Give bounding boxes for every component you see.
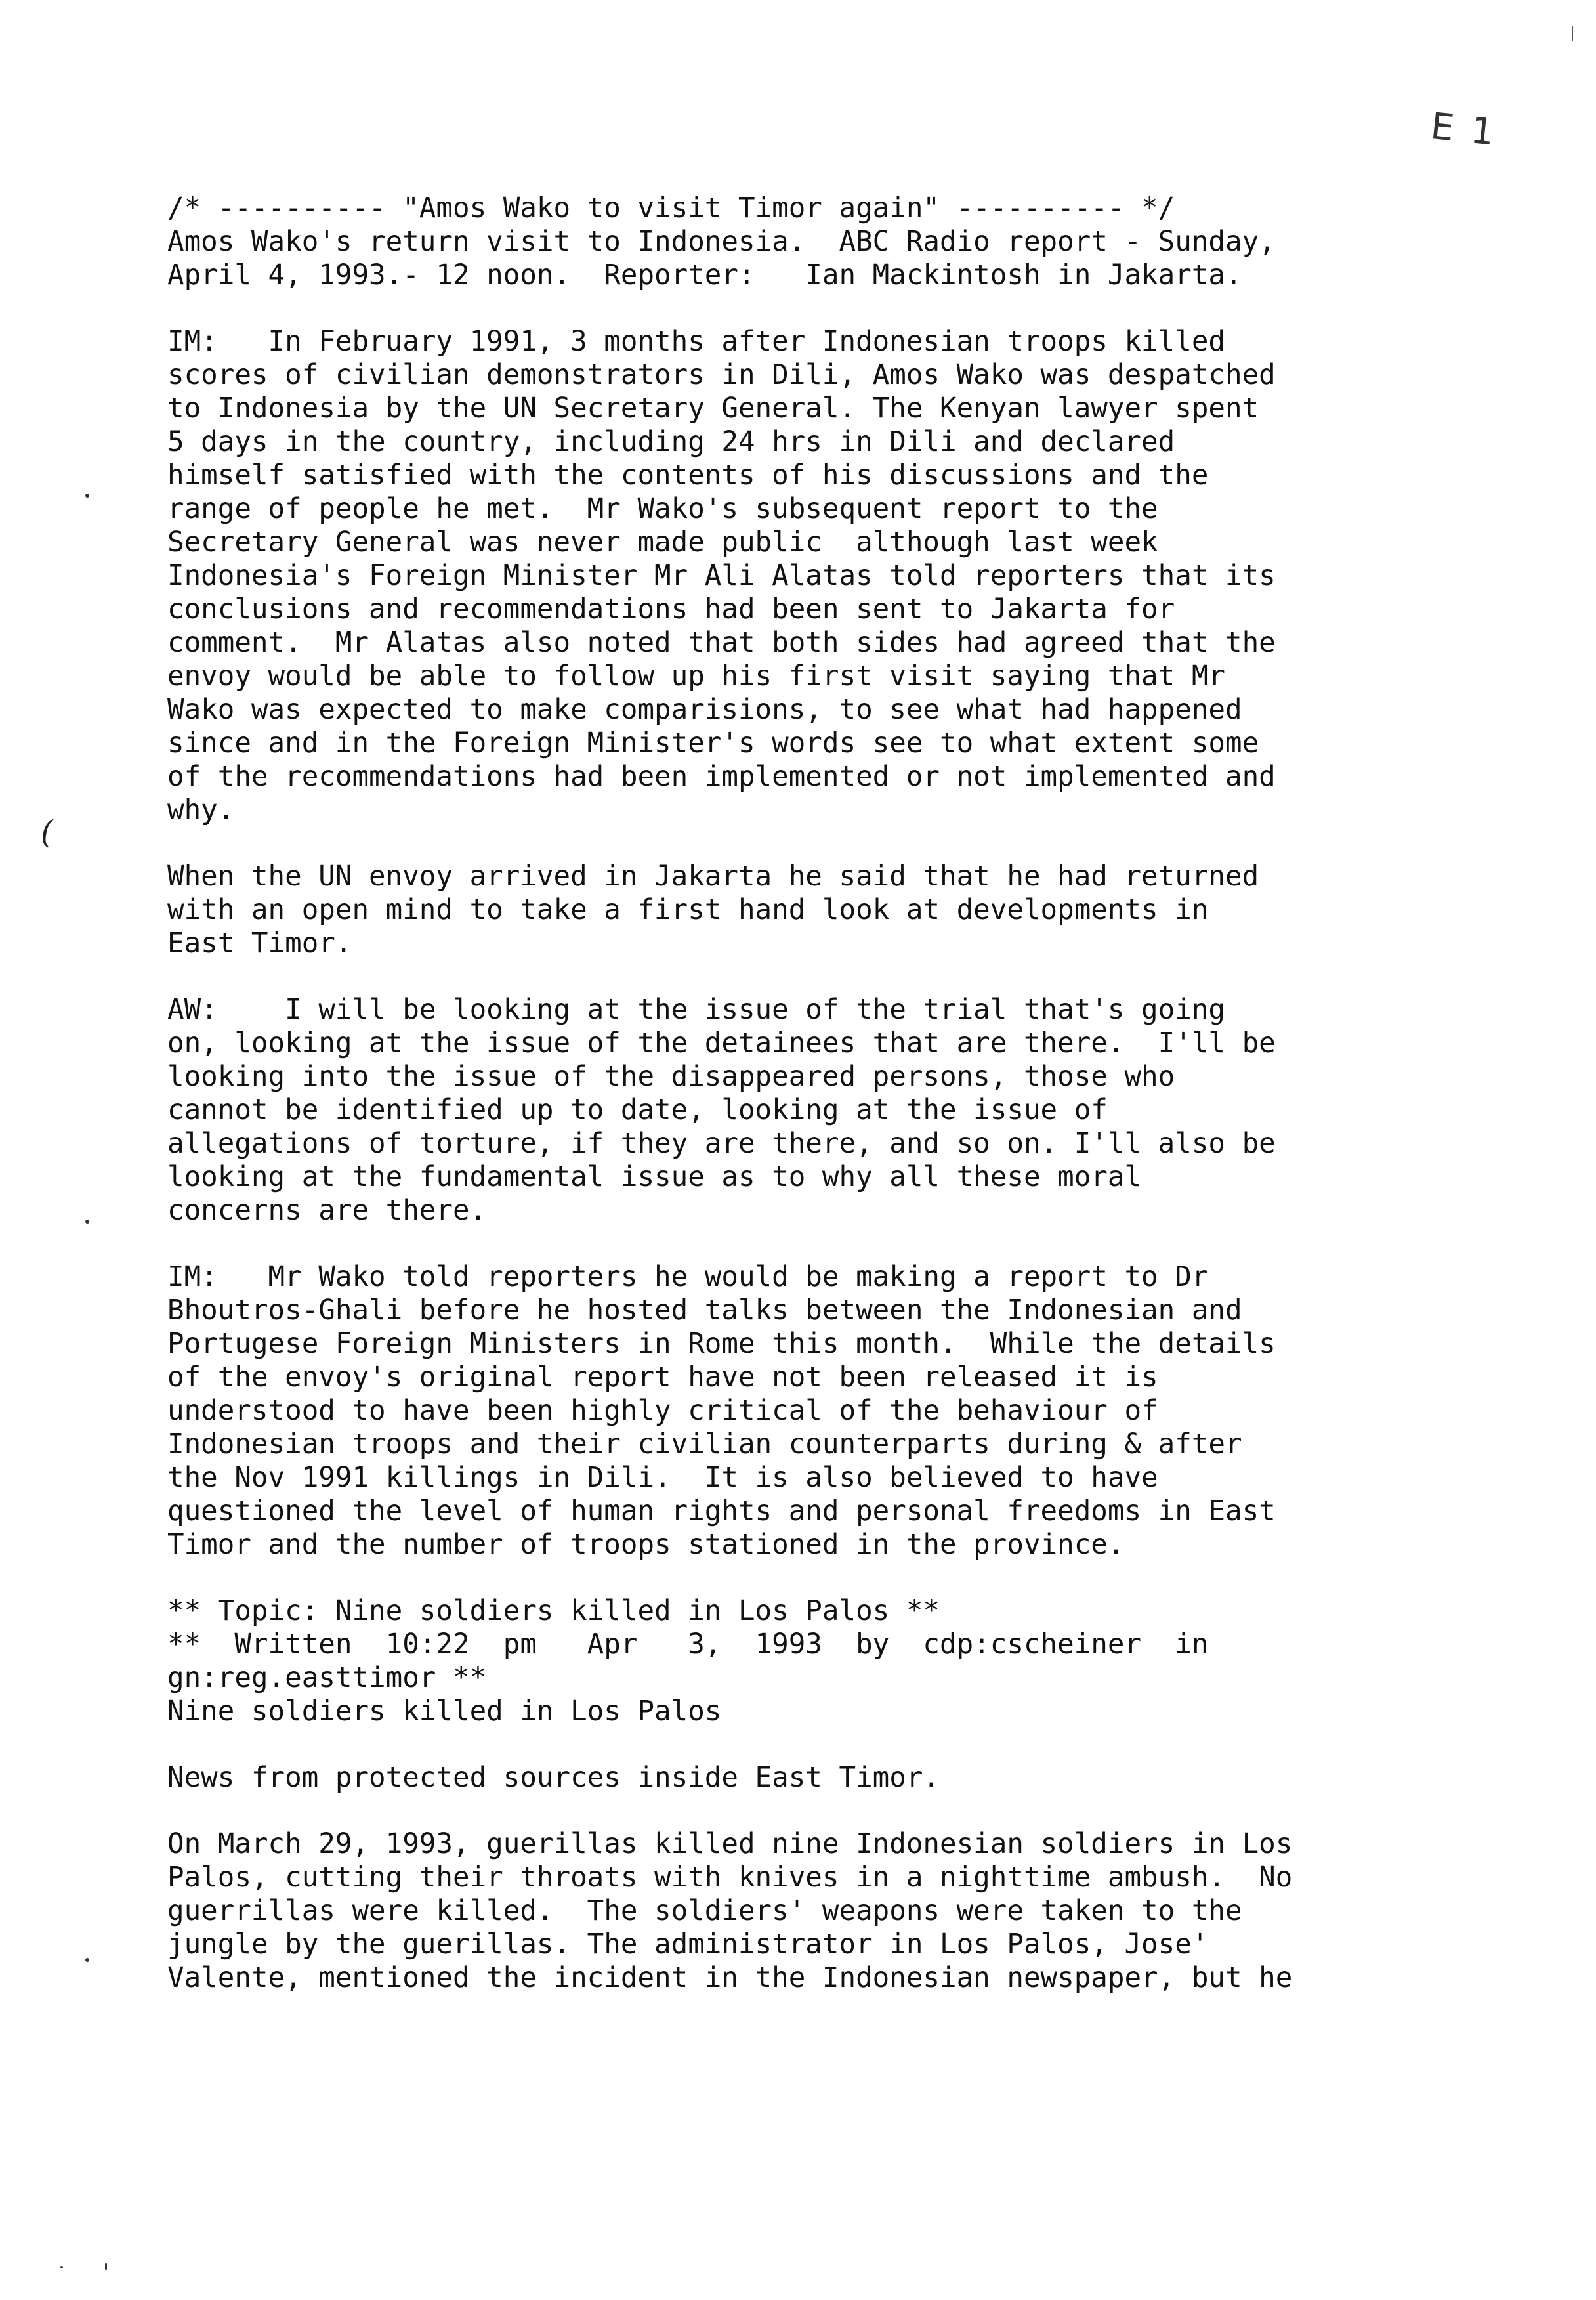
margin-dot: [85, 494, 89, 498]
margin-dot: [60, 2266, 63, 2268]
margin-dot: [85, 1958, 89, 1962]
paragraph-los-palos: On March 29, 1993, guerillas killed nine Indonesian soldiers in Los Palos, cutting their throats with knives in a nighttime ambush. No guerrillas were killed. The soldiers' weapons were taken to the jungle by the guerillas. The administrator in Los Palos, Jose' Valente, mentioned the incident in the Indonesian newspaper, but he: [167, 1828, 1293, 1994]
handwritten-page-mark: E 1: [1428, 104, 1499, 155]
margin-tick: [105, 2263, 107, 2270]
margin-parenthesis: (: [41, 814, 53, 851]
paragraph-im-intro: IM: In February 1991, 3 months after Indonesian troops killed scores of civilian demonstrators in Dili, Amos Wako was despatched to Indonesia by the UN Secretary General. The Kenyan lawyer spent 5 days in the country, including 24 hrs in Dili and declared himself satisfied with the contents of his discussions and the range of people he met. Mr Wako's subsequent report to the Secretary General was never made public although last week Indonesia's Foreign Minister Mr Ali Alatas told reporters that its conclusions and recommendations had been sent to Jakarta for comment. Mr Alatas also noted that both sides had agreed that the envoy would be able to follow up his first visit saying that Mr Wako was expected to make comparisions, to see what had happened since and in the Foreign Minister's words see to what extent some of the recommendations had been implemented or not implemented and why.: [167, 326, 1276, 826]
paragraph-aw-quote: AW: I will be looking at the issue of the trial that's going on, looking at the issue of the detainees that are there. I'll be looking into the issue of the disappeared persons, those who cannot be identified up to date, looking at the issue of allegations of torture, if they are there, and so on. I'll also be looking at the fundamental issue as to why all these moral concerns are there.: [167, 994, 1276, 1227]
edge-mark: [1572, 26, 1573, 41]
paragraph-im-report: IM: Mr Wako told reporters he would be making a report to Dr Bhoutros-Ghali before he hosted talks between the Indonesian and Portugese Foreign Ministers in Rome this month. While the details of the envoy's original report have not been released it is understood to have been highly critical of the behaviour of Indonesian troops and their civilian counterparts during & after the Nov 1991 killings in Dili. It is also believed to have questioned the level of human rights and personal freedoms in East Timor and the number of troops stationed in the province.: [167, 1261, 1276, 1561]
paragraph-news-sources: News from protected sources inside East Timor.: [167, 1762, 940, 1794]
document-body: [167, 192, 1532, 1995]
topic-header: ** Topic: Nine soldiers killed in Los Palos ** ** Written 10:22 pm Apr 3, 1993 by cdp:cscheiner in gn:reg.easttimor ** Nine soldiers killed in Los Palos: [167, 1595, 1209, 1728]
header-paragraph: /* ---------- "Amos Wako to visit Timor again" ---------- */ Amos Wako's return visit to Indonesia. ABC Radio report - Sunday, April 4, 1993.- 12 noon. Reporter: Ian Mackintosh in Jakarta.: [167, 192, 1276, 291]
margin-dot: [85, 1220, 89, 1224]
paragraph-envoy-arrival: When the UN envoy arrived in Jakarta he said that he had returned with an open mind to take a first hand look at developments in East Timor.: [167, 861, 1259, 960]
